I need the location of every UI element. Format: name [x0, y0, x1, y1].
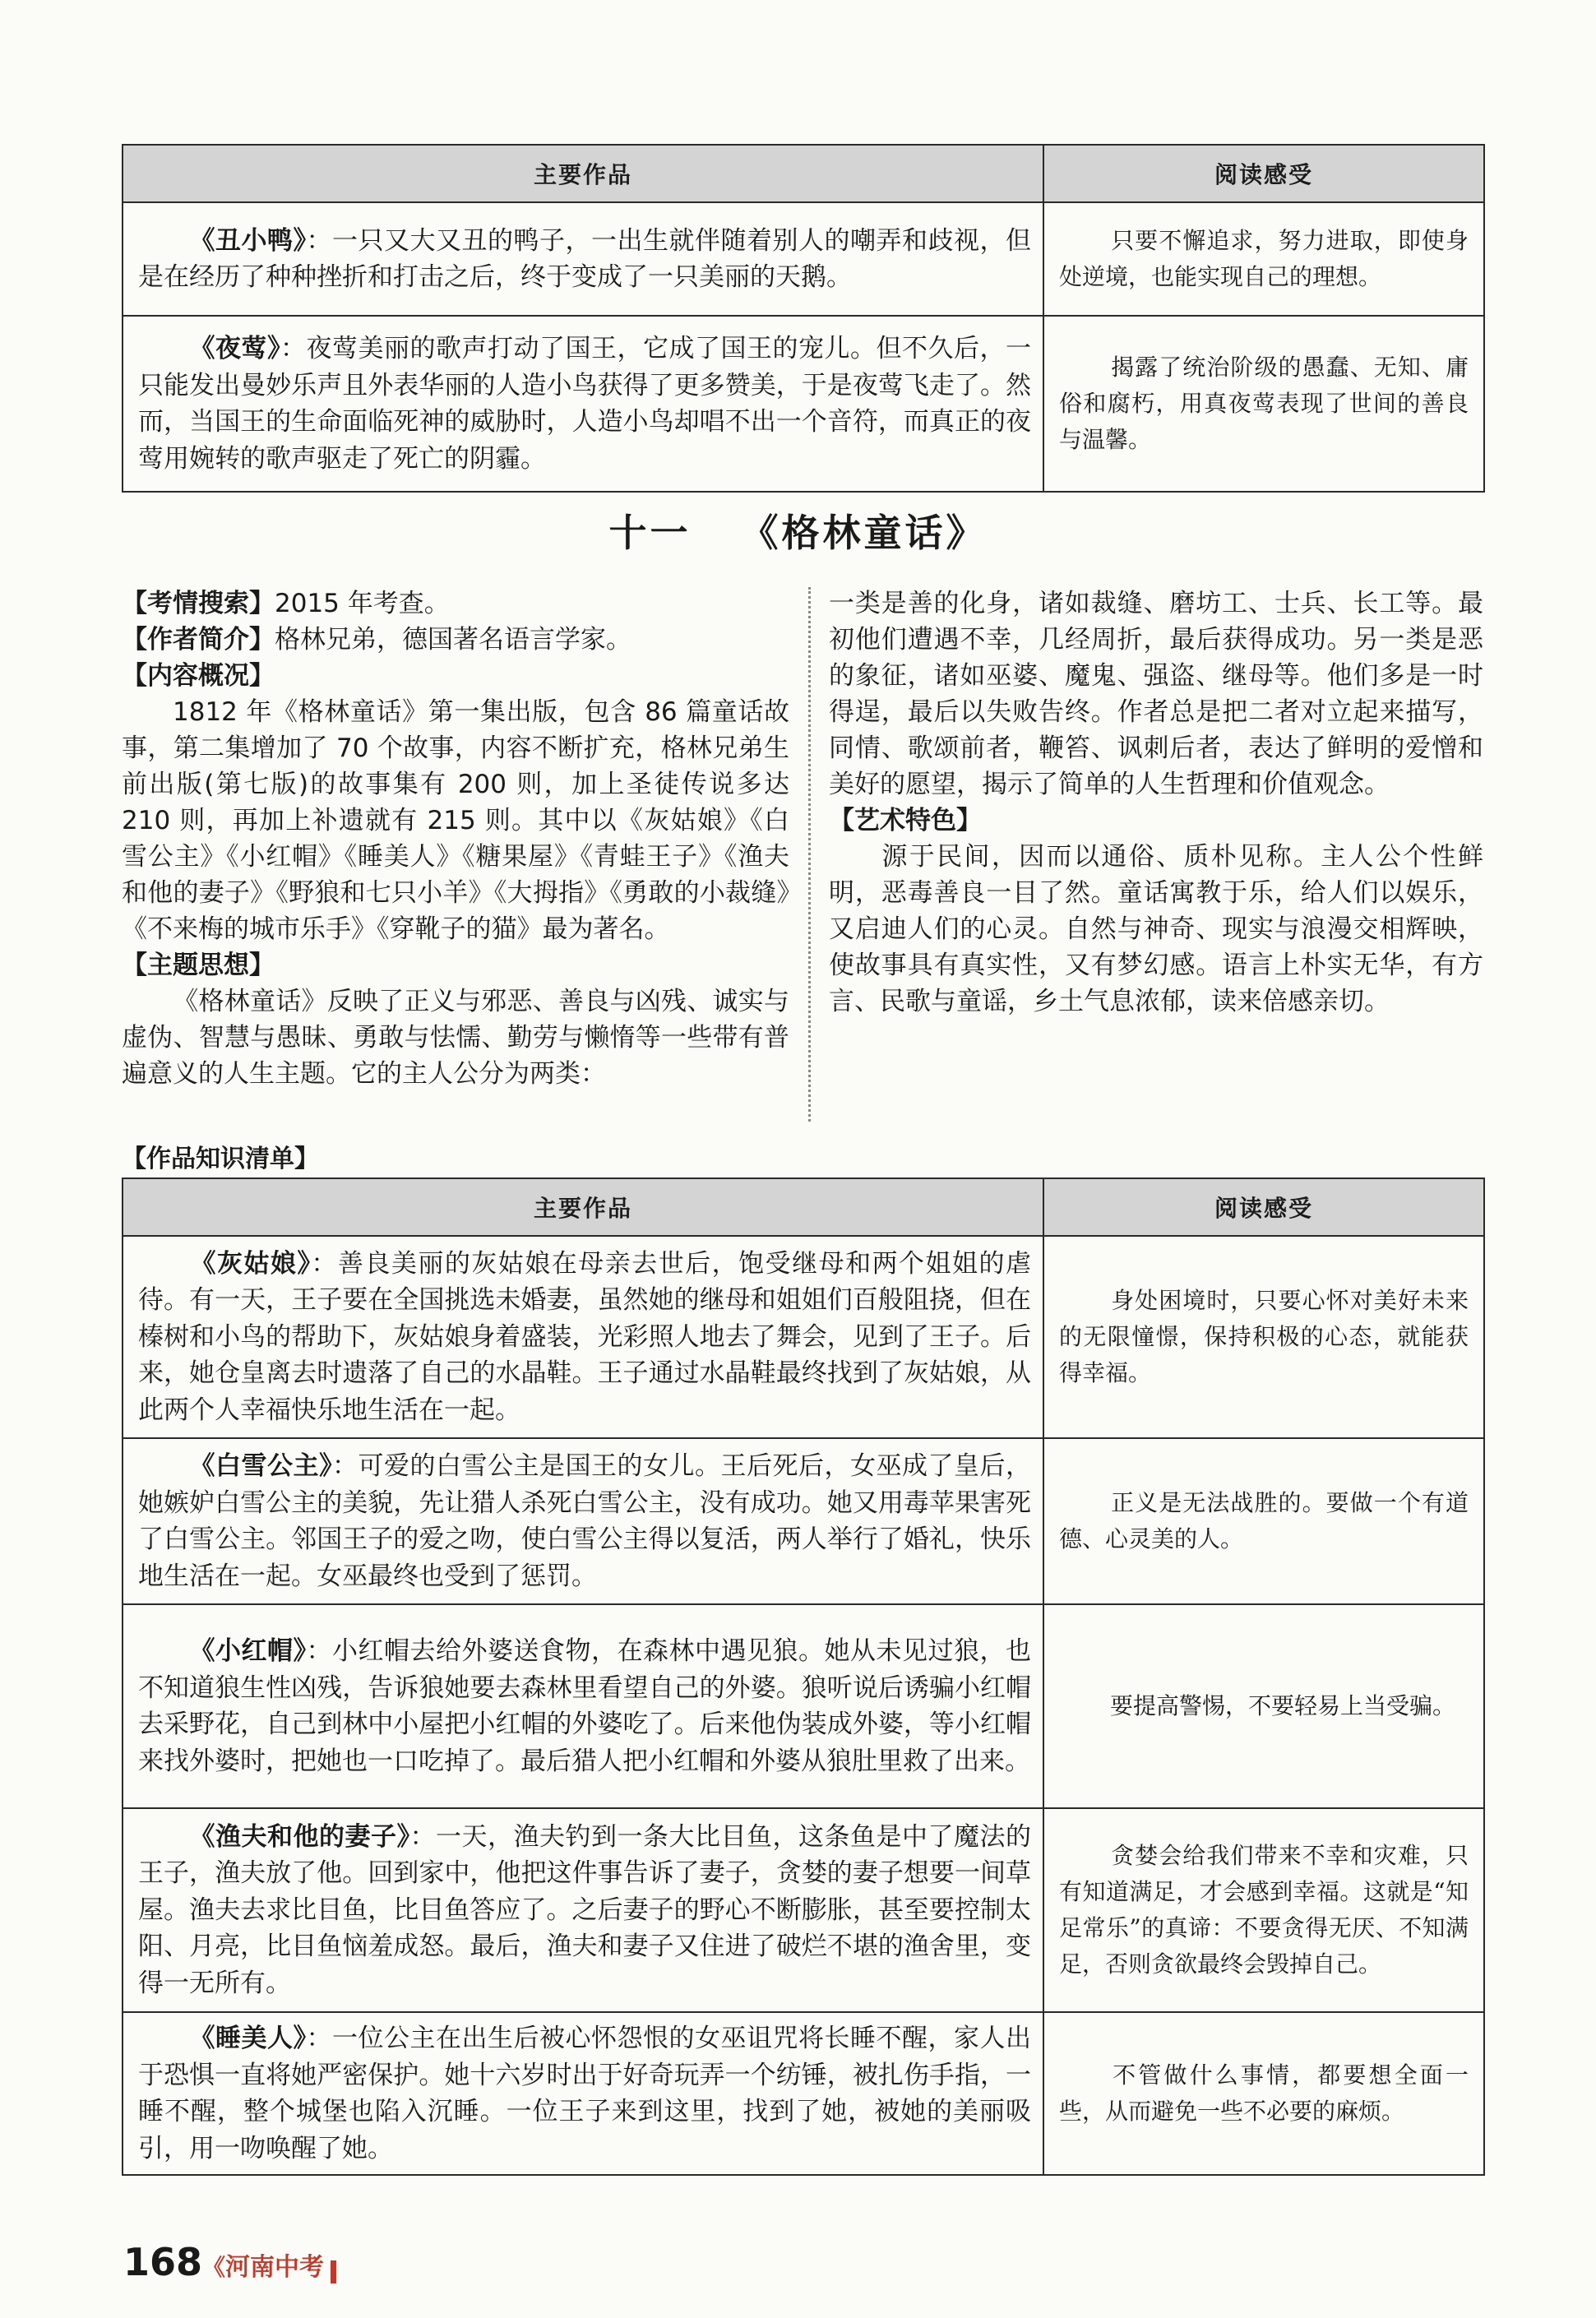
feeling-text: 只要不懈追求，努力进取，即使身处逆境，也能实现自己的理想。	[1059, 227, 1469, 290]
works-list-title: 【作品知识清单】	[122, 1145, 319, 1173]
work-cell	[123, 202, 1043, 316]
work-title: 《睡美人》	[189, 2024, 307, 2053]
work-text: ：善良美丽的灰姑娘在母亲去世后，饱受继母和两个姐姐的虐待。有一天，王子要在全国挑选未婚妻，虽然她的继母和姐姐们百般阻挠，但在榛树和小鸟的帮助下，灰姑娘身着盛装，光彩照人地去了舞会，见到了王子。后来，她仓皇离去时遗落了自己的水晶鞋。王子通过水晶鞋最终找到了灰姑娘，从此两个人幸福快乐地生活在一起。	[138, 1248, 1031, 1425]
double-chevron-icon: 《	[202, 2254, 226, 2281]
left-column	[122, 585, 789, 1092]
feeling-text: 揭露了统治阶级的愚蠢、无知、庸俗和腐朽，用真夜莺表现了世间的善良与温馨。	[1059, 354, 1469, 453]
work-title: 《渔夫和他的妻子》	[189, 1821, 410, 1852]
section-number: 十一	[608, 511, 692, 555]
work-title: 《白雪公主》	[189, 1451, 332, 1481]
section-title: 《格林童话》	[740, 511, 988, 555]
theme-text: 《格林童话》反映了正义与邪恶、善良与凶残、诚实与虚伪、智慧与愚昧、勇敢与怯懦、勤劳与懒惰等一些带有普遍意义的人生主题。它的主人公分为两类：	[122, 987, 789, 1089]
art-text: 源于民间，因而以通俗、质朴见称。主人公个性鲜明，恶毒善良一目了然。童话寓教于乐，给人们以娱乐，又启迪人们的心灵。自然与神奇、现实与浪漫交相辉映，使故事具有真实性，又有梦幻感。语言上朴实无华，有方言、民歌与童谣，乡土气息浓郁，读来倍感亲切。	[829, 842, 1483, 1016]
column-divider	[808, 587, 811, 1122]
author-text: 格林兄弟，德国著名语言学家。	[275, 625, 631, 655]
feeling-text: 身处困境时，只要心怀对美好未来的无限憧憬，保持积极的心态，就能获得幸福。	[1059, 1287, 1469, 1386]
table-row	[123, 2012, 1484, 2175]
work-cell	[123, 1236, 1043, 1438]
feeling-cell	[1043, 1604, 1484, 1808]
work-text: ：小红帽去给外婆送食物，在森林中遇见狼。她从未见过狼，也不知道狼生性凶残，告诉狼她要去森林里看望自己的外婆。狼听说后诱骗小红帽去采野花，自己到林中小屋把小红帽的外婆吃了。后来他伪装成外婆，等小红帽来找外婆时，把她也一口吃掉了。最后猎人把小红帽和外婆从狼肚里救了出来。	[138, 1636, 1031, 1776]
feeling-cell	[1043, 1808, 1484, 2012]
footer-bar-icon	[331, 2260, 336, 2283]
works-table-top	[122, 144, 1485, 493]
work-text: ：一天，渔夫钓到一条大比目鱼，这条鱼是中了魔法的王子，渔夫放了他。回到家中，他把这件事告诉了妻子，贪婪的妻子想要一间草屋。渔夫去求比目鱼，比目鱼答应了。之后妻子的野心不断膨胀，甚至要控制太阳、月亮，比目鱼恼羞成怒。最后，渔夫和妻子又住进了破烂不堪的渔舍里，变得一无所有。	[138, 1821, 1031, 1998]
search-text: 2015 年考查。	[275, 589, 450, 618]
header-works: 主要作品	[123, 145, 1043, 202]
work-cell	[123, 1604, 1043, 1808]
feeling-cell	[1043, 202, 1484, 316]
theme-label: 【主题思想】	[122, 951, 275, 980]
work-title: 《小红帽》	[189, 1636, 307, 1666]
work-text: ：夜莺美丽的歌声打动了国王，它成了国王的宠儿。但不久后，一只能发出曼妙乐声且外表华丽的人造小鸟获得了更多赞美，于是夜莺飞走了。然而，当国王的生命面临死神的威胁时，人造小鸟却唱不出一个音符，而真正的夜莺用婉转的歌声驱走了死亡的阴霾。	[138, 334, 1031, 474]
works-table-bottom	[122, 1178, 1485, 2176]
section-heading	[0, 503, 1596, 558]
author-label: 【作者简介】	[122, 625, 275, 655]
work-text: ：一位公主在出生后被心怀怨恨的女巫诅咒将长睡不醒，家人出于恐惧一直将她严密保护。她十六岁时出于好奇玩弄一个纺锤，被扎伤手指，一睡不醒，整个城堡也陷入沉睡。一位王子来到这里，找到了她，被她的美丽吸引，用一吻唤醒了她。	[138, 2024, 1031, 2163]
feeling-cell	[1043, 316, 1484, 492]
art-label: 【艺术特色】	[829, 806, 982, 835]
page-footer	[123, 2240, 336, 2284]
feeling-text: 要提高警惕，不要轻易上当受骗。	[1110, 1692, 1456, 1719]
search-label: 【考情搜索】	[122, 589, 275, 618]
page-number: 168	[123, 2240, 203, 2284]
header-works: 主要作品	[123, 1178, 1043, 1236]
table-row	[123, 1438, 1484, 1604]
feeling-text: 正义是无法战胜的。要做一个有道德、心灵美的人。	[1059, 1489, 1469, 1552]
work-cell	[123, 1808, 1043, 2012]
work-title: 《丑小鸭》	[189, 225, 307, 256]
content-text: 1812 年《格林童话》第一集出版，包含 86 篇童话故事，第二集增加了 70 个故事，内容不断扩充，格林兄弟生前出版(第七版)的故事集有 200 则，加上圣徒传说多达 210 则，再加上补遗就有 215 则。其中以《灰姑娘》《白雪公主》《小红帽》《睡美人》《糖果屋》《青蛙王子》《渔夫和他的妻子》《野狼和七只小羊》《大拇指》《勇敢的小裁缝》《不来梅的城市乐手》《穿靴子的猫》最为著名。	[122, 697, 789, 944]
feeling-text: 贪婪会给我们带来不幸和灾难，只有知道满足，才会感到幸福。这就是“知足常乐”的真谛：不要贪得无厌、不知满足，否则贪欲最终会毁掉自己。	[1059, 1842, 1469, 1978]
work-text: ：可爱的白雪公主是国王的女儿。王后死后，女巫成了皇后，她嫉妒白雪公主的美貌，先让猎人杀死白雪公主，没有成功。她又用毒苹果害死了白雪公主。邻国王子的爱之吻，使白雪公主得以复活，两人举行了婚礼，快乐地生活在一起。女巫最终也受到了惩罚。	[138, 1451, 1031, 1591]
right-column	[829, 585, 1483, 1020]
work-cell	[123, 1438, 1043, 1604]
work-cell	[123, 2012, 1043, 2175]
table-row	[123, 1604, 1484, 1808]
header-feeling: 阅读感受	[1043, 145, 1484, 202]
feeling-cell	[1043, 1236, 1484, 1438]
feeling-cell	[1043, 1438, 1484, 1604]
feeling-text: 不管做什么事情，都要想全面一些，从而避免一些不必要的麻烦。	[1059, 2061, 1469, 2125]
table-row	[123, 316, 1484, 492]
content-label: 【内容概况】	[122, 661, 275, 691]
work-title: 《夜莺》	[189, 334, 280, 363]
theme-continued: 一类是善的化身，诸如裁缝、磨坊工、士兵、长工等。最初他们遭遇不幸，几经周折，最后获得成功。另一类是恶的象征，诸如巫婆、魔鬼、强盗、继母等。他们多是一时得逞，最后以失败告终。作者总是把二者对立起来描写，同情、歌颂前者，鞭笞、讽刺后者，表达了鲜明的爱憎和美好的愿望，揭示了简单的人生哲理和价值观念。	[829, 589, 1483, 799]
table-row	[123, 202, 1484, 316]
work-cell	[123, 316, 1043, 492]
table-row	[123, 1808, 1484, 2012]
footer-label: 河南中考	[225, 2253, 325, 2282]
table-row	[123, 1236, 1484, 1438]
work-title: 《灰姑娘》	[189, 1248, 312, 1279]
header-feeling: 阅读感受	[1043, 1178, 1484, 1236]
feeling-cell	[1043, 2012, 1484, 2175]
work-text: ：一只又大又丑的鸭子，一出生就伴随着别人的嘲弄和歧视，但是在经历了种种挫折和打击之后，终于变成了一只美丽的天鹅。	[138, 225, 1031, 292]
